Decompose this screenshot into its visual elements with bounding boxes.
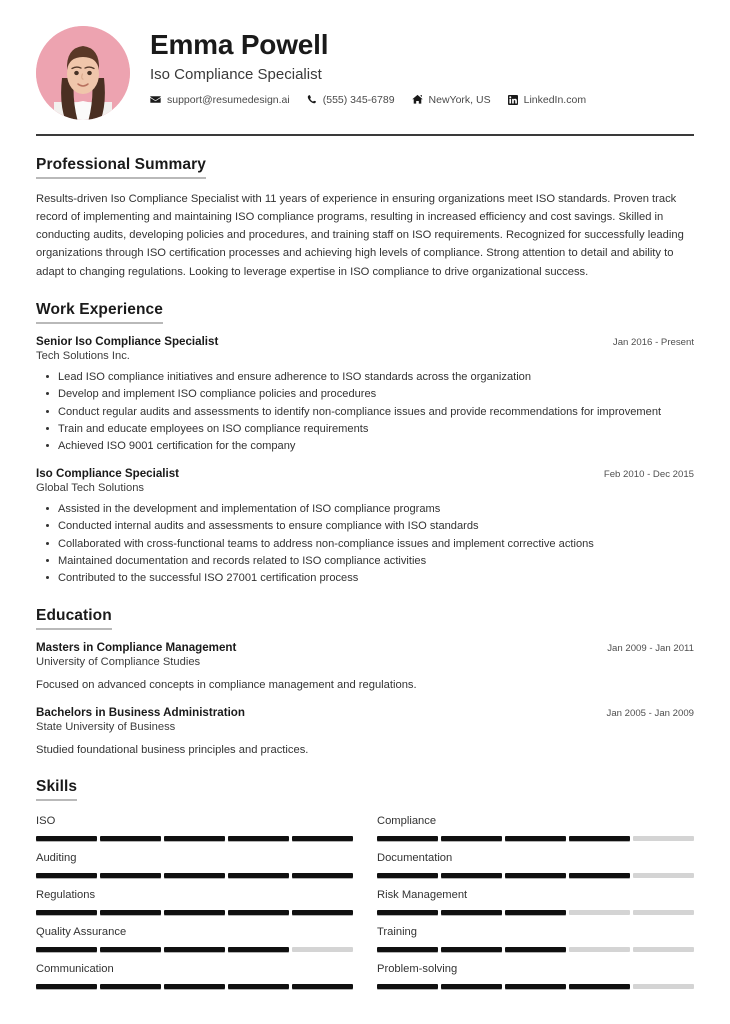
full-name: Emma Powell (150, 29, 329, 60)
skill-segment-filled (100, 836, 161, 841)
skill-segment-filled (164, 873, 225, 878)
skill-segment-empty (633, 947, 694, 952)
work-bullets (36, 369, 694, 455)
work-bullet: Lead ISO compliance initiatives and ensure adherence to ISO standards across the organization (36, 369, 694, 385)
envelope-icon (150, 94, 161, 105)
skill-segment-filled (164, 910, 225, 915)
skill-item (36, 846, 353, 883)
section-education (36, 607, 694, 759)
work-date: Feb 2010 - Dec 2015 (603, 468, 694, 480)
skill-item (36, 809, 353, 846)
skill-segment-filled (377, 836, 438, 841)
skill-segment-filled (36, 910, 97, 915)
header-divider (36, 134, 694, 136)
work-bullet: Conduct regular audits and assessments to identify non-compliance issues and provide recommendations for improvement (36, 404, 694, 420)
section-professional-summary (36, 156, 694, 281)
skill-segment-filled (441, 947, 502, 952)
skill-segment-filled (292, 984, 353, 989)
contact-email[interactable] (150, 94, 290, 106)
skill-item (377, 846, 694, 883)
skill-level-meter (36, 910, 353, 915)
skill-name: Regulations (36, 889, 96, 902)
skill-item (377, 809, 694, 846)
skill-name: Risk Management (377, 889, 468, 902)
contact-phone[interactable] (307, 94, 395, 106)
skill-item (36, 957, 353, 994)
skill-segment-filled (36, 984, 97, 989)
skill-segment-filled (228, 984, 289, 989)
work-bullet: Maintained documentation and records related to ISO compliance activities (36, 553, 694, 569)
skill-segment-filled (228, 836, 289, 841)
contact-email-label: support@resumedesign.ai (167, 93, 290, 106)
work-bullet: Assisted in the development and implementation of ISO compliance programs (36, 501, 694, 517)
skill-segment-filled (569, 836, 630, 841)
header-text-block (150, 26, 694, 106)
skill-segment-filled (36, 836, 97, 841)
work-bullet: Contributed to the successful ISO 27001 certification process (36, 570, 694, 586)
work-date: Jan 2016 - Present (612, 336, 694, 348)
skill-level-meter (36, 836, 353, 841)
skill-segment-filled (377, 873, 438, 878)
work-bullet: Conducted internal audits and assessments to ensure compliance with ISO standards (36, 518, 694, 534)
skill-segment-filled (569, 984, 630, 989)
education-entry (36, 706, 694, 759)
contact-list (150, 94, 694, 106)
skill-segment-filled (505, 836, 566, 841)
education-school: State University of Business (36, 720, 176, 733)
skill-segment-filled (441, 873, 502, 878)
skill-segment-empty (633, 836, 694, 841)
job-title: Iso Compliance Specialist (150, 65, 322, 83)
skill-name: Auditing (36, 852, 77, 865)
summary-text: Results-driven Iso Compliance Specialist with 11 years of experience in ensuring organizations meet ISO standards. Proven track record of implementing and maintaining ISO compliance programs, resulting in increased efficiency and cost savings. Skilled in conducting audits, developing policies and procedures, and training staff on ISO requirements. Recognized for successfully leading organizations through ISO certification processes and achieving high levels of compliance. Strong attention to detail and ability to adapt to changing regulations. Looking to leverage expertise in ISO compliance to drive organizational success. (36, 193, 684, 278)
skill-segment-filled (292, 910, 353, 915)
skill-segment-filled (569, 873, 630, 878)
work-entry (36, 467, 694, 587)
contact-linkedin[interactable] (508, 94, 586, 106)
resume-header (36, 0, 694, 120)
contact-phone-label: (555) 345-6789 (322, 93, 395, 106)
skill-level-meter (377, 836, 694, 841)
skill-item (36, 920, 353, 957)
education-degree: Masters in Compliance Management (36, 640, 237, 654)
skill-segment-filled (377, 984, 438, 989)
avatar (36, 26, 130, 120)
skill-segment-empty (633, 984, 694, 989)
skill-segment-filled (505, 910, 566, 915)
skill-segment-filled (100, 984, 161, 989)
section-work-experience (36, 301, 694, 587)
work-org: Global Tech Solutions (36, 481, 145, 494)
skill-segment-filled (36, 873, 97, 878)
skill-segment-empty (633, 873, 694, 878)
home-icon (412, 94, 423, 105)
skill-segment-filled (505, 947, 566, 952)
phone-icon (307, 94, 317, 105)
education-degree: Bachelors in Business Administration (36, 705, 245, 719)
skill-segment-empty (633, 910, 694, 915)
skill-item (377, 920, 694, 957)
skill-segment-filled (100, 947, 161, 952)
work-bullet: Achieved ISO 9001 certification for the company (36, 438, 694, 454)
skill-name: Documentation (377, 852, 453, 865)
work-entry (36, 335, 694, 455)
skill-item (36, 883, 353, 920)
skill-segment-filled (164, 984, 225, 989)
skill-level-meter (36, 984, 353, 989)
skill-segment-empty (569, 910, 630, 915)
skill-segment-filled (505, 873, 566, 878)
work-role: Iso Compliance Specialist (36, 466, 180, 480)
contact-linkedin-label: LinkedIn.com (523, 93, 587, 106)
skill-segment-filled (441, 984, 502, 989)
work-org: Tech Solutions Inc. (36, 349, 130, 362)
skill-level-meter (36, 947, 353, 952)
section-skills (36, 778, 694, 994)
skill-segment-filled (441, 836, 502, 841)
skill-segment-filled (228, 910, 289, 915)
skill-level-meter (377, 873, 694, 878)
section-title-work: Work Experience (36, 301, 163, 324)
skill-segment-filled (377, 947, 438, 952)
skill-segment-filled (292, 873, 353, 878)
education-date: Jan 2005 - Jan 2009 (606, 707, 694, 719)
skill-level-meter (377, 947, 694, 952)
education-school: University of Compliance Studies (36, 655, 201, 668)
skill-segment-filled (377, 910, 438, 915)
skill-segment-filled (100, 873, 161, 878)
skill-segment-filled (505, 984, 566, 989)
skill-name: Compliance (377, 815, 437, 828)
skill-segment-filled (36, 947, 97, 952)
contact-location-label: NewYork, US (428, 93, 491, 106)
work-bullet: Collaborated with cross-functional teams to address non-compliance issues and implement corrective actions (36, 536, 694, 552)
skill-level-meter (377, 984, 694, 989)
skill-segment-filled (164, 836, 225, 841)
work-bullets (36, 501, 694, 587)
education-date: Jan 2009 - Jan 2011 (607, 642, 694, 654)
section-title-skills: Skills (36, 778, 77, 801)
skill-segment-filled (228, 873, 289, 878)
skill-name: ISO (36, 815, 56, 828)
contact-location[interactable] (412, 94, 491, 106)
skill-name: Training (377, 926, 418, 939)
skill-name: Problem-solving (377, 963, 458, 976)
skill-segment-filled (228, 947, 289, 952)
skills-grid (36, 809, 694, 994)
skill-segment-empty (569, 947, 630, 952)
skill-level-meter (377, 910, 694, 915)
work-bullet: Develop and implement ISO compliance policies and procedures (36, 386, 694, 402)
skill-level-meter (36, 873, 353, 878)
skill-segment-filled (441, 910, 502, 915)
skill-segment-filled (164, 947, 225, 952)
education-entry (36, 641, 694, 694)
education-description: Focused on advanced concepts in compliance management and regulations. (36, 678, 417, 691)
skill-segment-filled (292, 836, 353, 841)
skill-segment-filled (100, 910, 161, 915)
work-role: Senior Iso Compliance Specialist (36, 334, 219, 348)
education-description: Studied foundational business principles and practices. (36, 743, 309, 756)
skill-item (377, 883, 694, 920)
skill-segment-empty (292, 947, 353, 952)
linkedin-icon (508, 95, 518, 105)
section-title-summary: Professional Summary (36, 156, 206, 179)
section-title-education: Education (36, 607, 112, 630)
skill-name: Communication (36, 963, 114, 976)
skill-item (377, 957, 694, 994)
work-bullet: Train and educate employees on ISO compliance requirements (36, 421, 694, 437)
skill-name: Quality Assurance (36, 926, 127, 939)
